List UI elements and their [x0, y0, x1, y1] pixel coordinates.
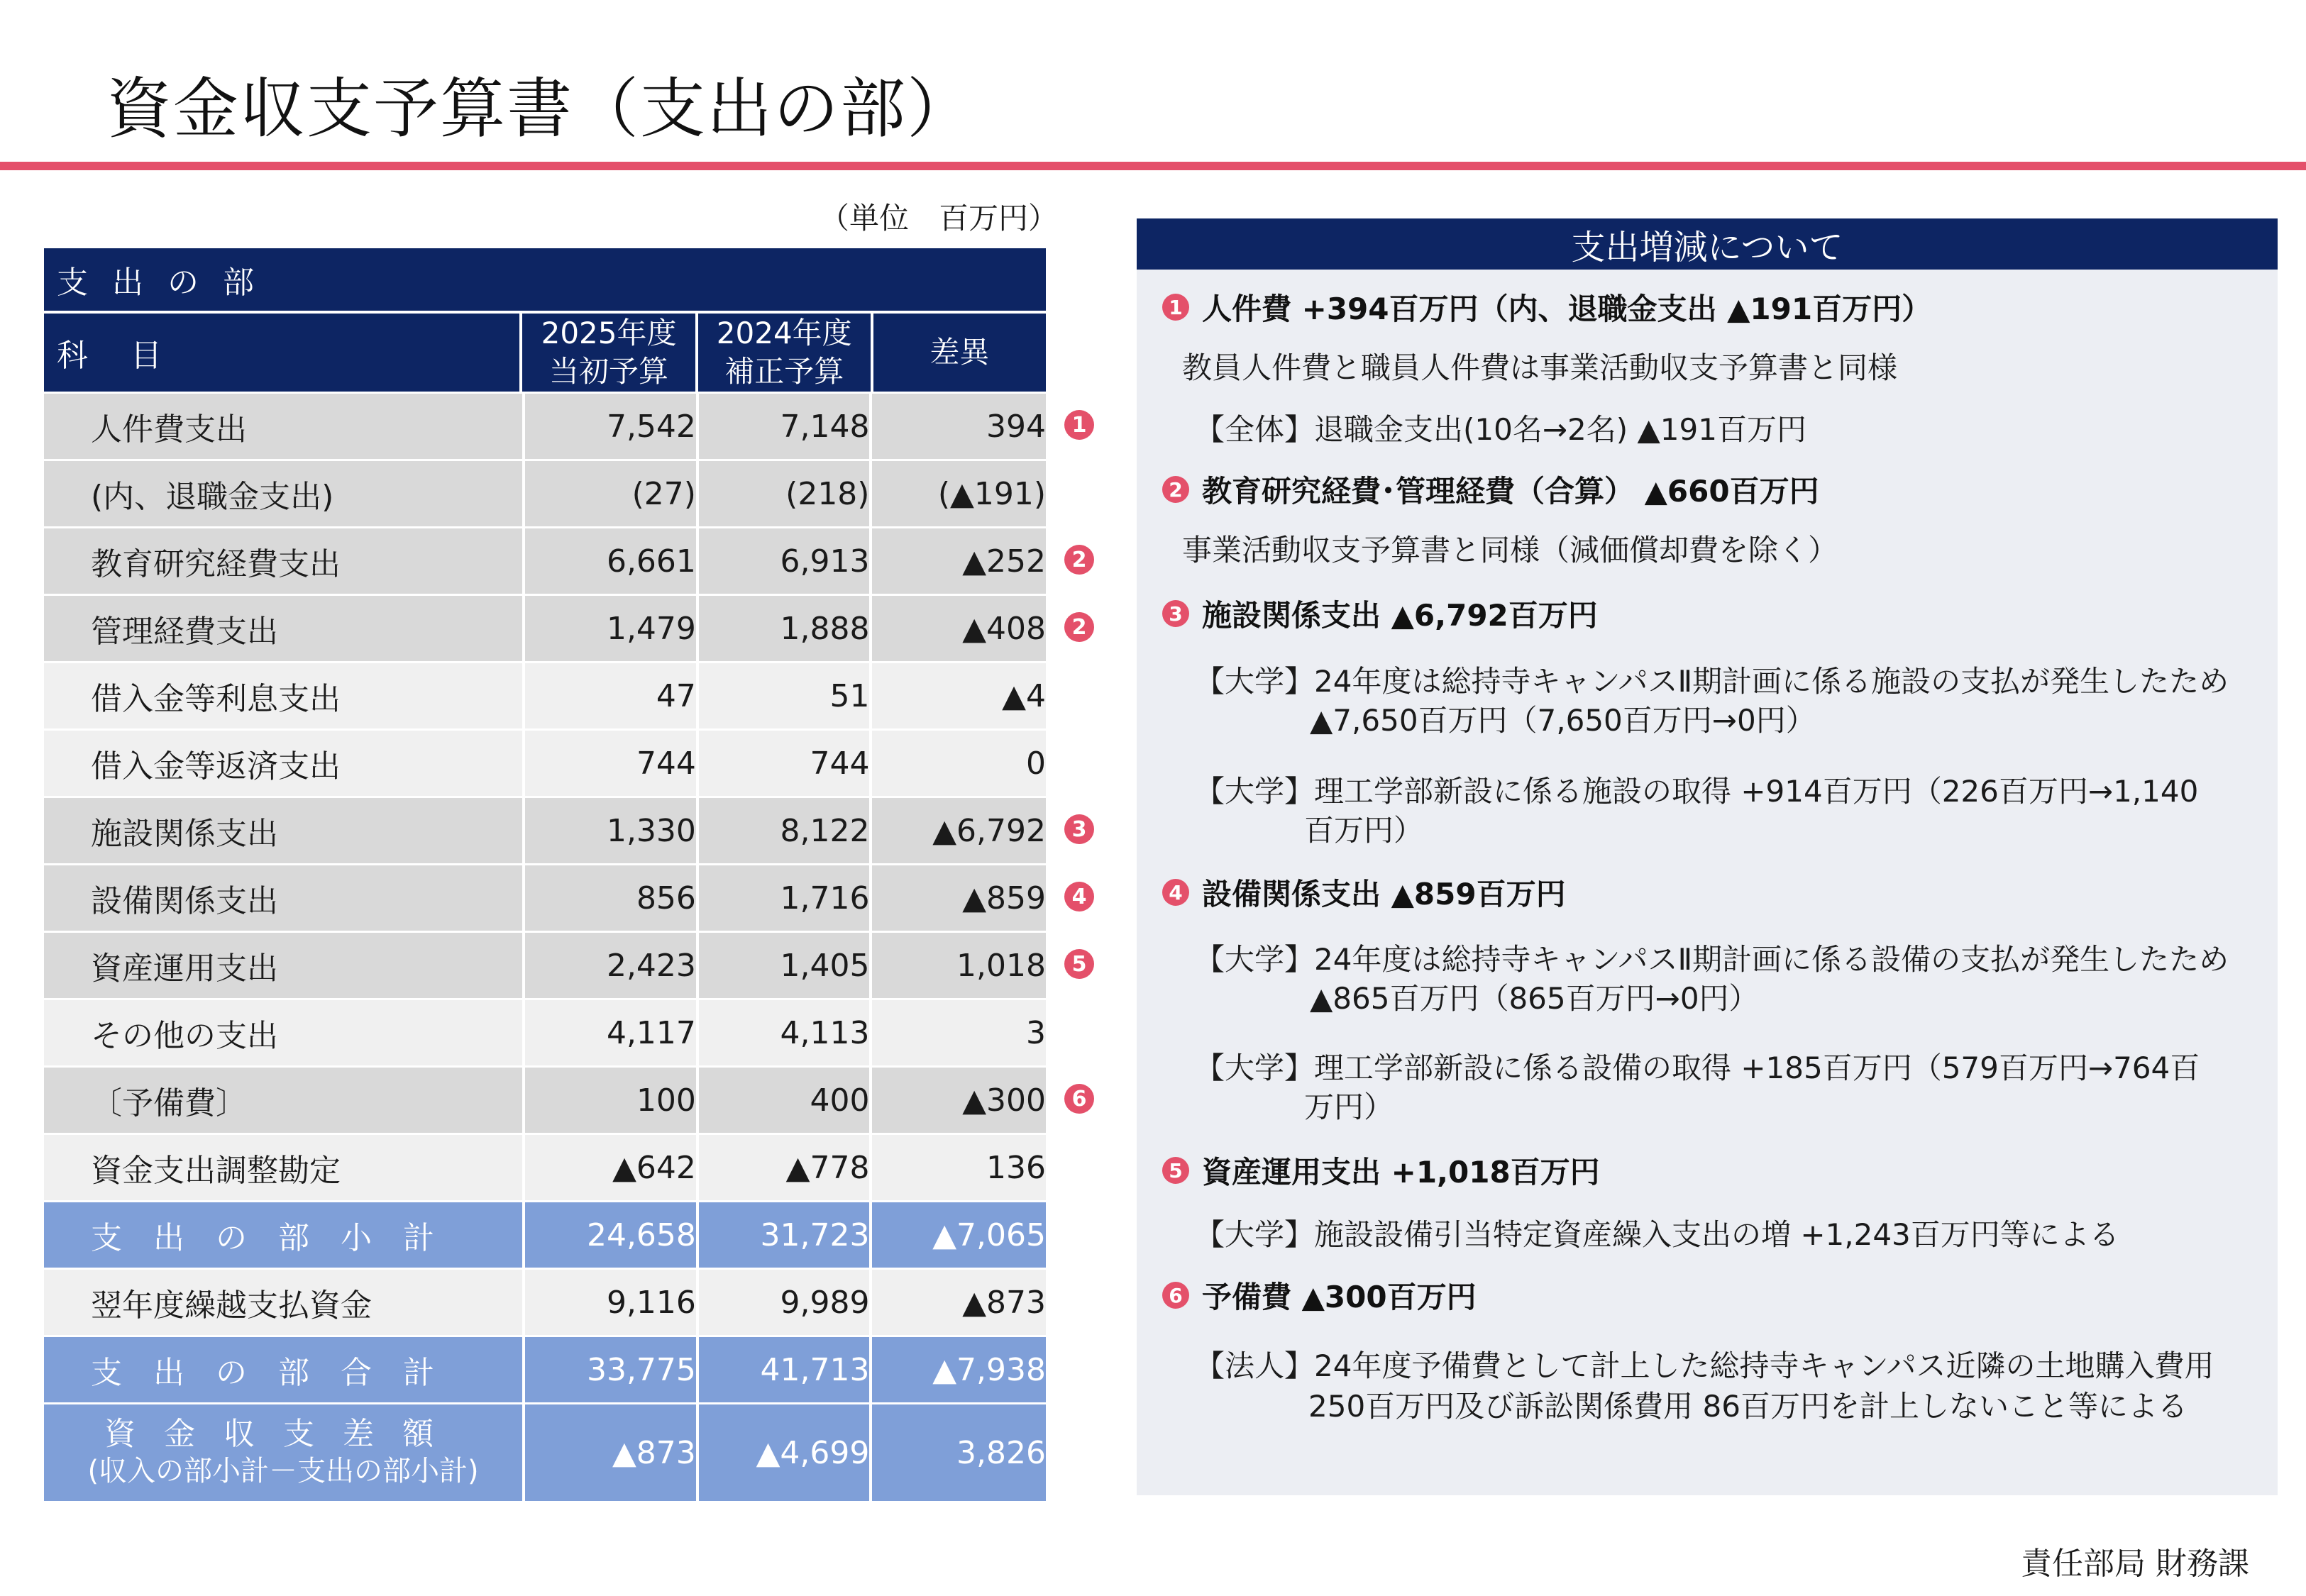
item-4-line-b: ▲865百万円（865百万円→0円） — [1310, 981, 1759, 1016]
cell-2025: 2,423 — [525, 933, 699, 998]
row-label — [44, 1404, 525, 1501]
cell-diff: ▲300 — [962, 1082, 1047, 1119]
cell-2025: 9,116 — [525, 1270, 699, 1335]
page-title: 資金収支予算書（支出の部） — [106, 71, 974, 147]
cell-2025: 24,658 — [525, 1202, 699, 1268]
section-header: 支出の部 — [44, 248, 1046, 314]
col-2024-line2: 補正予算 — [724, 354, 844, 389]
item-6-line-b: 250百万円及び訴訟関係費用 86百万円を計上しないこと等による — [1308, 1389, 2188, 1424]
table-row — [44, 1065, 1046, 1133]
panel-title: 支出増減について — [1137, 218, 2278, 270]
cell-2024: 51 — [699, 663, 873, 728]
title-divider — [0, 162, 2306, 170]
cell-2024: 4,113 — [699, 1000, 873, 1065]
cell-diff: ▲252 — [962, 543, 1047, 580]
cell-2024: 1,888 — [699, 596, 873, 661]
cell-diff: 3,826 — [956, 1434, 1046, 1471]
row-marker-badge: 4 — [1064, 882, 1094, 911]
item-heading: 資産運用支出 +1,018百万円 — [1202, 1155, 1600, 1190]
cell-2025: 856 — [525, 865, 699, 931]
row-marker-badge: 2 — [1064, 612, 1094, 642]
col-2025-line1: 2025年度 — [541, 316, 677, 350]
row-marker-badge: 1 — [1064, 410, 1094, 440]
cell-diff: 1,018 — [956, 947, 1047, 984]
table-body — [44, 392, 1046, 1402]
row-marker-badge: 5 — [1064, 949, 1094, 979]
cell-2025: 1,479 — [525, 596, 699, 661]
row-label: (内、退職金支出) — [44, 461, 525, 526]
col-subject-header: 科目 — [44, 314, 522, 392]
item-heading: 人件費 +394百万円（内、退職金支出 ▲191百万円） — [1202, 292, 1932, 326]
cell-2024: 8,122 — [699, 798, 873, 863]
table-row — [44, 1268, 1046, 1335]
row-label: 教育研究経費支出 — [44, 528, 525, 594]
item-number-badge: 4 — [1162, 879, 1189, 906]
cell-2024: 6,913 — [699, 528, 873, 594]
cell-2024: 7,148 — [699, 394, 873, 459]
cell-diff: ▲6,792 — [932, 812, 1047, 849]
item-number-badge: 1 — [1162, 294, 1189, 321]
cell-2025: 7,542 — [525, 394, 699, 459]
cell-2024: 744 — [699, 731, 873, 796]
item-4-line-c: 【大学】理工学部新設に係る設備の取得 +185百万円（579百万円→764百 — [1195, 1051, 2200, 1085]
cell-2024: (218) — [699, 461, 873, 526]
item-1 — [1162, 286, 1931, 328]
row-label: 資金支出調整勘定 — [44, 1135, 525, 1200]
table-row — [44, 1133, 1046, 1200]
table-row — [44, 661, 1046, 728]
explanation-panel — [1137, 218, 2278, 1495]
col-diff-header: 差異 — [929, 335, 990, 370]
cell-diff: ▲873 — [962, 1284, 1047, 1321]
unit-label: （単位 百万円） — [820, 201, 1059, 235]
col-2024-header — [698, 314, 873, 392]
row-label: 〔予備費〕 — [44, 1068, 525, 1133]
table-row — [44, 998, 1046, 1065]
cell-2025: 1,330 — [525, 798, 699, 863]
table-row-final — [44, 1402, 1046, 1501]
final-label-line2: (収入の部小計－支出の部小計) — [87, 1455, 479, 1487]
item-heading: 設備関係支出 ▲859百万円 — [1202, 877, 1566, 911]
cell-2024: 1,716 — [699, 865, 873, 931]
item-6-line-a: 【法人】24年度予備費として計上した総持寺キャンパス近隣の土地購入費用 — [1195, 1348, 2214, 1383]
cell-2024: 9,989 — [699, 1270, 873, 1335]
item-2 — [1162, 468, 1819, 511]
item-1-line-b: 【全体】退職金支出(10名→2名) ▲191百万円 — [1195, 412, 1806, 447]
column-header-row — [44, 314, 1046, 392]
table-row — [44, 392, 1046, 459]
cell-2025: ▲642 — [525, 1135, 699, 1200]
row-label: 設備関係支出 — [44, 865, 525, 931]
item-heading: 教育研究経費･管理経費（合算） ▲660百万円 — [1202, 474, 1819, 509]
cell-diff: ▲7,065 — [932, 1217, 1047, 1253]
table-row — [44, 863, 1046, 931]
table-row — [44, 1335, 1046, 1402]
table-row — [44, 728, 1046, 796]
item-6 — [1162, 1274, 1477, 1317]
cell-diff: 394 — [986, 408, 1047, 445]
table-row — [44, 526, 1046, 594]
row-marker-badge: 6 — [1064, 1084, 1094, 1114]
row-label: 管理経費支出 — [44, 596, 525, 661]
item-number-badge: 2 — [1162, 476, 1189, 503]
item-3-line-c: 【大学】理工学部新設に係る施設の取得 +914百万円（226百万円→1,140 — [1195, 774, 2199, 809]
table-row — [44, 1200, 1046, 1268]
item-2-line-a: 事業活動収支予算書と同様（減価償却費を除く） — [1182, 533, 1838, 567]
item-3 — [1162, 592, 1598, 635]
cell-2024: ▲778 — [699, 1135, 873, 1200]
cell-2024: 31,723 — [699, 1202, 873, 1268]
cell-2025: 744 — [525, 731, 699, 796]
cell-diff: ▲859 — [962, 880, 1047, 916]
item-1-line-a: 教員人件費と職員人件費は事業活動収支予算書と同様 — [1182, 350, 1898, 385]
cell-2024: 41,713 — [699, 1337, 873, 1402]
row-label: その他の支出 — [44, 1000, 525, 1065]
cell-2025: ▲873 — [525, 1404, 699, 1501]
row-label: 借入金等返済支出 — [44, 731, 525, 796]
row-label: 支出の部合計 — [44, 1337, 525, 1402]
cell-diff: (▲191) — [937, 475, 1047, 512]
cell-diff: 3 — [1026, 1014, 1047, 1051]
item-number-badge: 6 — [1162, 1282, 1189, 1309]
cell-2025: 33,775 — [525, 1337, 699, 1402]
item-3-line-d: 百万円） — [1304, 813, 1424, 848]
row-label: 人件費支出 — [44, 394, 525, 459]
cell-diff: ▲4 — [1002, 677, 1047, 714]
table-row — [44, 796, 1046, 863]
responsible-department: 責任部局 財務課 — [2021, 1546, 2249, 1582]
row-marker-badge: 3 — [1064, 814, 1094, 844]
cell-2024: ▲4,699 — [699, 1404, 873, 1501]
table-row — [44, 594, 1046, 661]
item-heading: 予備費 ▲300百万円 — [1202, 1280, 1477, 1314]
item-3-line-b: ▲7,650百万円（7,650百万円→0円） — [1310, 703, 1816, 738]
item-3-line-a: 【大学】24年度は総持寺キャンパスⅡ期計画に係る施設の支払が発生したため — [1195, 664, 2229, 699]
item-4-line-a: 【大学】24年度は総持寺キャンパスⅡ期計画に係る設備の支払が発生したため — [1195, 942, 2229, 977]
cell-diff: ▲7,938 — [932, 1351, 1047, 1388]
item-4 — [1162, 871, 1566, 914]
cell-2025: 100 — [525, 1068, 699, 1133]
final-label-line1: 資金収支差額 — [104, 1416, 463, 1452]
row-label: 資産運用支出 — [44, 933, 525, 998]
cell-2024: 1,405 — [699, 933, 873, 998]
budget-table — [44, 248, 1046, 1501]
cell-2025: 6,661 — [525, 528, 699, 594]
cell-2024: 400 — [699, 1068, 873, 1133]
col-2024-line1: 2024年度 — [716, 316, 852, 350]
cell-2025: 47 — [525, 663, 699, 728]
item-number-badge: 5 — [1162, 1157, 1189, 1184]
item-heading: 施設関係支出 ▲6,792百万円 — [1202, 598, 1598, 633]
col-2025-line2: 当初予算 — [549, 354, 669, 389]
item-5 — [1162, 1149, 1600, 1192]
cell-diff: 0 — [1026, 745, 1047, 782]
cell-diff: 136 — [986, 1149, 1047, 1186]
row-marker-badge: 2 — [1064, 545, 1094, 575]
table-row — [44, 931, 1046, 998]
row-label: 支出の部小計 — [44, 1202, 525, 1268]
cell-2025: (27) — [525, 461, 699, 526]
row-label: 借入金等利息支出 — [44, 663, 525, 728]
item-4-line-d: 万円） — [1304, 1090, 1394, 1124]
cell-2025: 4,117 — [525, 1000, 699, 1065]
col-2025-header — [522, 314, 697, 392]
cell-diff: ▲408 — [962, 610, 1047, 647]
table-row — [44, 459, 1046, 526]
row-label: 翌年度繰越支払資金 — [44, 1270, 525, 1335]
item-number-badge: 3 — [1162, 600, 1189, 627]
item-5-line-a: 【大学】施設設備引当特定資産繰入支出の増 +1,243百万円等による — [1195, 1217, 2119, 1252]
row-label: 施設関係支出 — [44, 798, 525, 863]
